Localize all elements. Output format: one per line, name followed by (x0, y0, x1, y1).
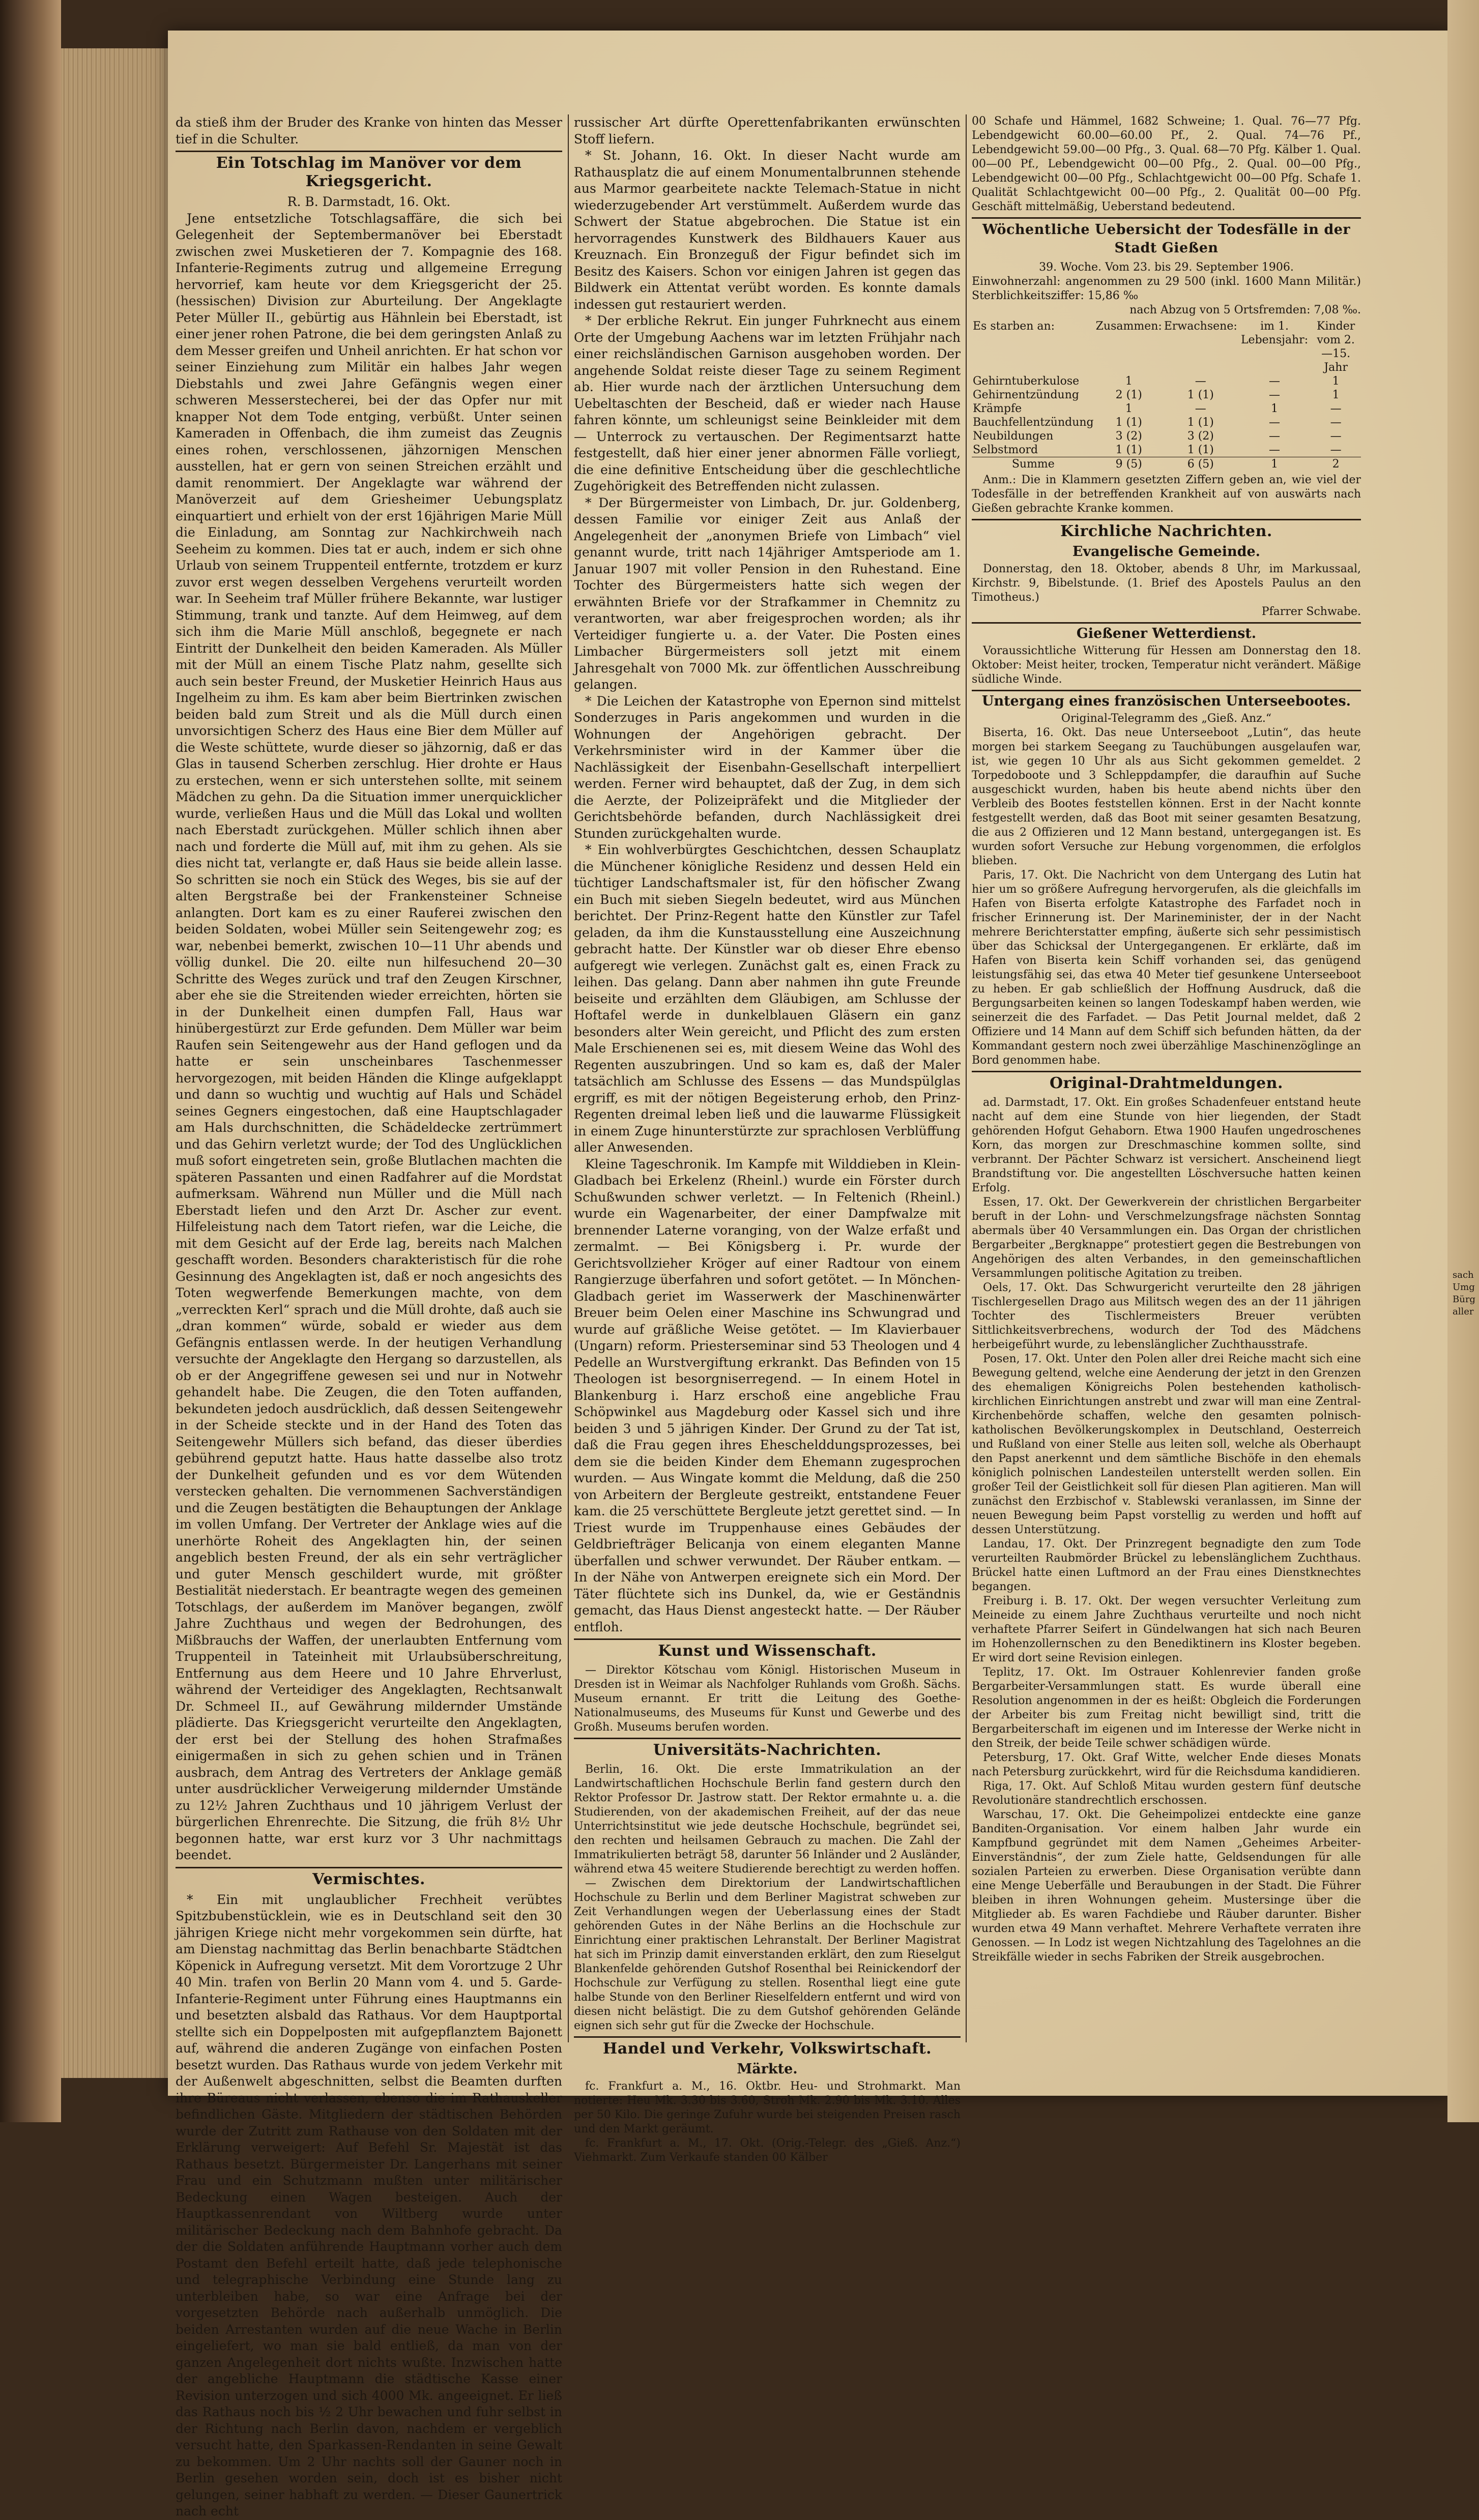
table-header-row (972, 319, 1361, 374)
article-univ-2: — Zwischen dem Direktorium der Landwirtschaftlichen Hochschule zu Berlin und dem Berliner Magistrat schweben zur Zeit Verhandlungen wegen der Ueberlassung eines der Stadt gehörenden Gutes in der Nähe Berlins an die Hochschule zur Einrichtung einer praktischen Lehranstalt. Der Berliner Magistrat hat sich im Prinzip damit einverstanden erklärt, den zum Rieselgut Blankenfelde gehörenden Gutshof Rosenthal bei Reinickendorf der Hochschule zur Verfügung zu stellen. Rosenthal liegt eine gute halbe Stunde von den Berliner Rieselfeldern entfernt und wird von diesen nicht belästigt. Die zu dem Gutshof gehörenden Gelände eignen sich sehr gut für die Zwecke der Hochschule. (574, 1877, 961, 2032)
dateline: R. B. Darmstadt, 16. Okt. (287, 194, 451, 209)
article-limbach: * Der Bürgermeister von Limbach, Dr. jur. Goldenberg, dessen Familie vor einiger Zeit aus Anlaß der Angelegenheit der „anonymen Briefe von Limbach“ viel genannt wurde, tritt nach 14jähriger Amtsperiode am 1. Januar 1907 mit voller Pension in den Ruhestand. Eine Tochter des Bürgermeisters hatte sich wegen der erwähnten Briefe vor der Strafkammer in Chemnitz zu verantworten, war aber freigesprochen worden; als ihr Verteidiger fungierte u. a. der Vater. Die Posten eines Limbacher Bürgermeisters soll jetzt mit einem Jahresgehalt von 7000 Mk. zur öffentlichen Ausschreibung gelangen. (574, 495, 961, 692)
headline-kunst: Kunst und Wissenschaft. (658, 1642, 877, 1660)
article-kirche: Donnerstag, den 18. Oktober, abends 8 Uhr, im Markussaal, Kirchstr. 9, Bibelstunde. (1. Brief des Apostels Paulus an den Timotheus.) (972, 563, 1361, 604)
table-header: Zusammen: (1095, 320, 1162, 333)
table-header: Kinder vom 2.—15. Jahr (1317, 320, 1355, 374)
market-continued: 00 Schafe und Hämmel, 1682 Schweine; 1. Qual. 76—77 Pfg. Lebendgewicht 60.00—60.00 Pf., 2. Qual. 74—76 Pf., Lebendgewicht 59.00—00 Pfg., 3. Qual. 68—70 Pfg. Kälber 1. Qual. 00—00 Pf., Lebendgewicht 00—00 Pfg., 2. Qual. 00—00 Pfg., Lebendgewicht 00—00 Pfg., Schlachtgewicht 00—00 Pfg. Schafe 1. Qualität Schlachtgewicht 00—00 Pfg., 2. Qualität 00—00 Pfg. Geschäft mittelmäßig, Ueberstand bedeutend. (972, 115, 1361, 213)
divider (574, 1738, 961, 1739)
stats-week: 39. Woche. Vom 23. bis 29. September 1906. (1039, 261, 1294, 274)
divider (176, 1867, 562, 1868)
table-cell: — (1269, 416, 1281, 429)
table-row (972, 388, 1361, 402)
table-cell: — (1195, 402, 1206, 415)
headline-universitaet: Universitäts-Nachrichten. (653, 1741, 882, 1759)
divider (574, 2036, 961, 2038)
article-rekrut: * Der erbliche Rekrut. Ein junger Fuhrknecht aus einem Orte der Umgebung Aachens war im letzten Frühjahr nach einer reichsländischen Garnison ausgehoben worden. Der angehende Soldat reiste dieser Tage zu seinem Regiment ab. Hier wurde nach der ärztlichen Untersuchung dem Uebeltaschten der Bescheid, daß er wieder nach Hause fahren könnte, um schleunigst seine Beinkleider mit dem — Unterrock zu vertauschen. Der Regimentsarzt hatte festgestellt, daß hier einer jener abnormen Fälle vorliegt, die eine definitive Entscheidung über die geschlechtliche Zugehörigkeit des Betreffenden nicht zulassen. (574, 313, 961, 493)
table-cell: Gehirnentzündung (973, 389, 1079, 401)
table-cell: 2 (1332, 458, 1340, 471)
divider (972, 217, 1361, 219)
table-cell: Summe (1011, 458, 1055, 471)
table-header: Es starben an: (973, 320, 1055, 333)
article-oels: Oels, 17. Okt. Das Schwurgericht verurteilte den 28 jährigen Tischlergesellen Drago aus Militsch wegen des an der 11 jährigen Tochter des Tischlermeisters Breuer verübten Sittlichkeitsverbrechens, wodurch der Tod des Mädchens herbeigeführt wurde, zu lebenslänglicher Zuchthausstrafe. (972, 1281, 1361, 1351)
table-cell: 1 (1332, 375, 1340, 388)
table-cell: — (1269, 444, 1281, 456)
table-row (972, 374, 1361, 388)
article-posen: Posen, 17. Okt. Unter den Polen aller drei Reiche macht sich eine Bewegung geltend, welche eine Aenderung der jetzt in den Grenzen des ehemaligen Königreichs Polen bestehenden katholisch-kirchlichen Einrichtungen anstrebt und zwar will man eine Zentral-Kirchenbehörde schaffen, welche den gesamten polnisch-katholischen Bevölkerungskomplex in Deutschland, Oesterreich und Rußland von einer Stelle aus leiten soll, welche als Oberhaupt den Papst anerkennt und dem sämtliche Bischöfe in den ehemals königlich polnischen Landesteilen unterstellt werden sollen. Ein großer Teil der Geistlichkeit soll für diesen Plan agitieren. Man will zunächst den Erzbischof v. Stablewski veranlassen, im Sinne der neuen Bewegung beim Papst vorstellig zu werden und hofft auf dessen Unterstützung. (972, 1353, 1361, 1536)
stats-subtotal: nach Abzug von 5 Ortsfremden: 7,08 ‰. (1129, 304, 1361, 316)
divider (574, 1638, 961, 1640)
table-cell: 6 (5) (1187, 458, 1214, 471)
column-3 (972, 114, 1361, 2042)
table-cell: — (1330, 402, 1342, 415)
article-totschlag: Jene entsetzliche Totschlagsaffäre, die sich bei Gelegenheit der Septembermanöver bei Eberstadt zwischen zwei Musketieren der 7. Kompagnie des 168. Infanterie-Regiments zutrug und allgemeine Erregung hervorrief, kam heute vor dem Kriegsgericht der 25. (hessischen) Division zur Aburteilung. Der Angeklagte Peter Müller II., gebürtig aus Hähnlein bei Eberstadt, ist einer jener rohen Patrone, die bei dem geringsten Anlaß zu dem Messer greifen und Unheil anrichten. Er hat schon vor seiner Einziehung zum Militär ein halbes Jahr wegen Diebstahls und zwei Jahre Gefängnis wegen einer schweren Messerstecherei, bei der das Opfer nur mit knapper Not dem Tode entging, verbüßt. Unter seinen Kameraden in Offenbach, die ihm zumeist das Zeugnis eines rohen, verschlossenen, jähzornigen Menschen ausstellen, hat er gern von seinen Streichen erzählt und damit renommiert. Der Angeklagte war während der Manöverzeit auf dem Griesheimer Uebungsplatz einquartiert und erhielt von der erst 16jährigen Marie Müll die Einladung, am Sonntag zur Nachkirchweih nach Seeheim zu kommen. Dies tat er auch, indem er sich ohne Urlaub von seinem Truppenteil entfernte, trotzdem er kurz zuvor erst wegen desselben Vergehens verurteilt worden war. In Seeheim traf Müller frühere Bekannte, war lustiger Stimmung, trank und tanzte. Auf dem Heimweg, auf dem sich ihm die Marie Müll anschloß, begegnete er nach Eintritt der Dunkelheit den beiden Kameraden. Als Müller mit der Müll an einem Tische Platz nahm, gesellte sich auch sein bester Freund, der Musketier Heinrich Haus aus Ingelheim zu ihm. Es kam aber beim Biertrinken zwischen beiden bald zum Streit und als die Müll durch einen unvorsichtigen Scherz des Haus eine Bier dem Müller auf die Weste schüttete, wurde dieser so jähzornig, daß er das Glas in tausend Scherben zerschlug. Hier drohte er Haus zu erstechen, wenn er sich unterstehen sollte, mit seinem Mädchen zu gehn. Da die Situation immer unerquicklicher wurde, verließen Haus und die Müll das Lokal und wollten nach Eberstadt zurückgehen. Müller schlich ihnen aber nach und forderte die Müll auf, mit ihm zu gehen. Als sie dies nicht tat, verlangte er, daß Haus sie beide allein lasse. So schritten sie noch ein Stück des Weges, bis sie auf der alten Bergstraße bei der Frankensteiner Schneise anlangten. Dort kam es zu einer Rauferei zwischen den beiden Soldaten, wobei Müller sein Seitengewehr zog; es war, nebenbei bemerkt, zwischen 10—11 Uhr abends und völlig dunkel. Die 20. eilte nun hilfesuchend 20—30 Schritte des Weges zurück und traf den Zeugen Kirschner, aber ehe sie die Streitenden wieder erreichten, hörten sie in der Dunkelheit einen dumpfen Fall, Haus war hinübergestürzt zur Erde gefunden. Dem Müller war beim Raufen sein Seitengewehr aus der Hand geflogen und da hatte er sein unscheinbares Taschenmesser hervorgezogen, mit beiden Händen die Klinge aufgeklappt und dann so wuchtig und wuchtig auf Hals und Schädel seines Gegners eingestochen, daß eine Hauptschlagader am Hals durchschnitten, die Schädeldecke zertrümmert und das Gehirn verletzt wurde; der Tod des Unglücklichen muß sofort eingetreten sein, große Blutlachen machten die späteren Passanten und einen Radfahrer auf die Mordstat aufmerksam. Während nun Müller und die Müll nach Eberstadt liefen und den Arzt Dr. Ascher zur event. Hilfeleistung nach dem Tatort riefen, war die Leiche, die mit dem Gesicht auf der Erde lag, bereits nach Malchen geschafft worden. Besonders charakteristisch für die rohe Gesinnung des Angeklagten ist, daß er noch angesichts des Toten wegwerfende Bemerkungen machte, von dem „verreckten Kerl“ sprach und die Müll drohte, daß auch sie „dran kommen“ würde, sobald er wieder aus dem Gefängnis entlassen werde. In der heutigen Verhandlung versuchte der Angeklagte den Hergang so darzustellen, als ob er der Angegriffene gewesen sei und nur in Notwehr gehandelt habe. Die Zeugen, die den Toten auffanden, bekundeten jedoch ausdrücklich, daß dessen Seitengewehr in der Scheide steckte und in der Hand des Toten das Seitengewehr Müllers sich befand, das dieser überdies gebührend geputzt hatte. Haus hatte dasselbe also trotz der Dunkelheit gefunden und es vor dem Wütenden verstecken gehalten. Die vernommenen Sachverständigen und die Zeugen bestätigten die Behauptungen der Anklage im vollen Umfang. Der Vertreter der Anklage wies auf die unerhörte Roheit des Angeklagten hin, der seinen angeblich besten Freund, der als ein sehr verträglicher und guter Mensch geschildert wurde, mit größter Bestialität niederstach. Er beantragte wegen des gemeinen Totschlags, der außerdem im Manöver begangen, zwölf Jahre Zuchthaus und wegen der Bedrohungen, des Mißbrauchs der Waffen, der unerlaubten Entfernung vom Truppenteil in Tateinheit mit Urlaubsüberschreitung, Entfernung aus dem Heere und 10 Jahre Ehrverlust, während der Verteidiger des Angeklagten, Rechtsanwalt Dr. Schmeel II., auf Gewährung mildernder Umstände plädierte. Das Kriegsgericht verurteilte den Angeklagten, der erst bei der Stellung des hohen Strafmaßes einigermaßen in sich zu gehen schien und in Tränen ausbrach, dem Antrag des Vertreters der Anklage gemäß unter ausdrücklicher Verweigerung mildernder Umstände zu 12½ Jahren Zuchthaus und 10 jährigem Verlust der bürgerlichen Ehrenrechte. Die Sitzung, die früh 8½ Uhr begonnen hatte, war erst kurz vor 3 Uhr nachmittags beendet. (176, 211, 562, 1862)
table-cell: 1 (1) (1187, 444, 1214, 456)
table-cell: 9 (5) (1115, 458, 1142, 471)
article-wetter: Voraussichtliche Witterung für Hessen am Donnerstag den 18. Oktober: Meist heiter, trocken, Temperatur nicht verändert. Mäßige südliche Winde. (972, 644, 1361, 686)
article-viehmarkt: fc. Frankfurt a. M., 17. Okt. (Orig.-Telegr. des „Gieß. Anz.“) Viehmarkt. Zum Verkaufe standen 00 Kälber (574, 2137, 961, 2164)
table-cell: 1 (1) (1115, 416, 1142, 429)
table-header: Erwachsene: (1164, 320, 1237, 333)
article-biserta: Biserta, 16. Okt. Das neue Unterseeboot „Lutin“, das heute morgen bei starkem Seegang zu Tauchübungen ausgelaufen war, ist, wie gegen 10 Uhr als aus Sicht gekommen gemeldet. 2 Torpedoboote und 3 Schleppdampfer, die daraufhin auf Suche ausgeschickt wurden, haben bis heute abend nichts über den Verbleib des Bootes feststellen können. Erst in der Nacht konnte festgestellt werden, daß das Boot mit seiner gesamten Besatzung, die aus 2 Offizieren und 12 Mann bestand, untergegangen ist. Es wurden sofort Versuche zur Hebung vorgenommen, die erfolglos blieben. (972, 726, 1361, 867)
fragment-line: sach (1453, 1270, 1474, 1280)
table-row (972, 416, 1361, 429)
article-landau: Landau, 17. Okt. Der Prinzregent begnadigte den zum Tode verurteilten Raubmörder Brückel zu lebenslänglichem Zuchthaus. Brückel hatte einen Luftmord an der Frau eines Dienstknechtes begangen. (972, 1538, 1361, 1593)
fragment-line: Umg (1453, 1282, 1475, 1293)
table-row (972, 443, 1361, 457)
table-cell: — (1269, 430, 1281, 443)
subheadline-maerkte: Märkte. (737, 2061, 798, 2077)
column-rule (966, 114, 967, 2042)
article-petersburg: Petersburg, 17. Okt. Graf Witte, welcher Ende dieses Monats nach Petersburg zurückkehrt, wird für die Reichsduma kandidieren. (972, 1751, 1361, 1778)
table-cell: 2 (1) (1115, 389, 1142, 401)
table-cell: 1 (1332, 389, 1340, 401)
table-cell: Krämpfe (973, 402, 1022, 415)
table-cell: 1 (1) (1187, 416, 1214, 429)
table-cell: — (1330, 430, 1342, 443)
divider (972, 1071, 1361, 1072)
table-cell: — (1269, 389, 1281, 401)
article-tageschronik: Kleine Tageschronik. Im Kampfe mit Wilddieben in Klein-Gladbach bei Erkelenz (Rheinl.) wurde ein Förster durch Schußwunden schwer verletzt. — In Feltenich (Rheinl.) wurde ein Wagenarbeiter, der einer Dampfwalze mit brennender Laterne voranging, von der Walze erfaßt und zermalmt. — Bei Königsberg i. Pr. wurde der Gerichtsvollzieher Kröger auf einer Radtour von einem Rangierzuge überfahren und sofort getötet. — In Mönchen-Gladbach geriet im Wasserwerk der Maschinenwärter Breuer beim Oelen einer Maschine ins Schwungrad und wurde auf gräßliche Weise getötet. — Im Klavierbauer (Ungarn) reform. Priesterseminar sind 53 Theologen und 4 Pedelle an Wurstvergiftung erkrankt. Das Befinden von 15 Theologen ist besorgniserregend. — In einem Hotel in Blankenburg i. Harz erschoß eine angebliche Frau Schöpwinkel aus Magdeburg oder Kassel sich und ihre beiden 3 und 5 jährigen Kinder. Der Grund zu der Tat ist, daß die Frau gegen ihres Eheschelddungsprozesses, bei dem sie die beiden Kinder dem Ehemann zugesprochen wurden. — Aus Wingate kommt die Meldung, daß die 250 von Arbeitern der Bergleute gestreikt, entstandene Feuer kam. die 25 verschüttete Bergleute jetzt gerettet sind. — In Triest wurde im Truppenhause eines Gebäudes der Geldbriefträger Belicanja von einem eleganten Manne überfallen und schwer verwundet. Der Räuber entkam. — In der Nähe von Antwerpen ereignete sich ein Mord. Der Täter flüchtete sich ins Dunkel, da, wie er Geständnis gemacht, das Haus Dienst angesteckt hatte. — Der Räuber entfloh. (574, 1156, 961, 1634)
article-kunst: — Direktor Kötschau vom Königl. Historischen Museum in Dresden ist in Weimar als Nachfolger Ruhlands vom Großh. Sächs. Museum ernannt. Er tritt die Leitung des Goethe-Nationalmuseums, des Museums für Kunst und Gewerbe und des Großh. Museums berufen worden. (574, 1664, 961, 1734)
headline-vermischtes: Vermischtes. (312, 1870, 425, 1888)
table-cell: Bauchfellentzündung (973, 416, 1094, 429)
telegram-source: Original-Telegramm des „Gieß. Anz.“ (1061, 712, 1272, 725)
article-epernon: * Die Leichen der Katastrophe von Epernon sind mittelst Sonderzuges in Paris angekommen und wurden in die Wohnungen der Angehörigen gebracht. Der Verkehrsminister wird in der Kammer über die Nachlässigkeit der Eisenbahn-Gesellschaft interpelliert werden. Ferner wird behauptet, daß der Zug, in dem sich die Aerzte, der Polizeipräfekt und die Mitglieder der Gerichtsbehörde befanden, durch Nachlässigkeit drei Stunden zurückgehalten wurde. (574, 693, 961, 841)
table-cell: 1 (1125, 375, 1133, 388)
headline-drahtmeldungen: Original-Drahtmeldungen. (1050, 1074, 1283, 1092)
kirche-signature: Pfarrer Schwabe. (1261, 605, 1361, 618)
column-2 (574, 114, 961, 2164)
death-statistics-table (972, 319, 1361, 471)
article-teplitz: Teplitz, 17. Okt. Im Ostrauer Kohlenrevier fanden große Bergarbeiter-Versammlungen statt. Es wurde überall eine Resolution angenommen in der es heißt: Obgleich die Forderungen der Arbeiter bis zum Freitag nicht bewilligt sind, tritt die Bergarbeiterschaft im eigenen und im Interesse der Werke nicht in den Streik, der beide Teile schwer schädigen würde. (972, 1666, 1361, 1750)
divider (972, 690, 1361, 691)
headline-handel: Handel und Verkehr, Volkswirtschaft. (602, 2040, 932, 2058)
headline-totschlag: Ein Totschlag im Manöver vor dem Kriegsgericht. (216, 154, 522, 190)
article-univ-1: Berlin, 16. Okt. Die erste Immatrikulation an der Landwirtschaftlichen Hochschule Berlin fand gestern durch den Rektor Professor Dr. Jastrow statt. Der Rektor ermahnte u. a. die Studierenden, von der akademischen Freiheit, auf der das neue Unterrichtsinstitut wie jede deutsche Hochschule, begründet sei, den rechten und heilsamen Gebrauch zu machen. Die Zahl der Immatrikulierten beträgt 58, darunter 56 Inländer und 2 Ausländer, während etwa 45 weitere Studierende berechtigt zu werden hoffen. (574, 1763, 961, 1876)
article-warschau: Warschau, 17. Okt. Die Geheimpolizei entdeckte eine ganze Banditen-Organisation. Vor einem halben Jahr wurde ein Kampfbund gegründet mit dem Namen „Geheimes Arbeiter-Einverständnis“, der zum Ziele hatte, Geldsendungen für alle sozialen Parteien zu erwerben. Diese Organisation verübte dann eine Menge Ueberfälle und Beraubungen in der Stadt. Die Führer bleiben in ihren Wohnungen geheim. Mustersinge über die Mitglieder ab. Es waren Fachdiebe und Räuber darunter. Bisher wurden etwa 49 Mann verhaftet. Mehrere Verhaftete verraten ihre Genossen. — In Lodz ist wegen Nichtzahlung des Tagelohnes an die Streikfälle wieder in sechs Fabriken der Streik ausgebrochen. (972, 1808, 1361, 1964)
fragment-line: Bürg (1453, 1294, 1475, 1305)
book-binding (0, 0, 61, 2122)
table-cell: 1 (1) (1187, 389, 1214, 401)
article-muenchen: * Ein wohlverbürgtes Geschichtchen, dessen Schauplatz die Münchener königliche Residenz und dessen Held ein tüchtiger Landschaftsmaler ist, für den höfischer Zwang ein Buch mit sieben Siegeln bedeutet, wird aus München berichtet. Der Prinz-Regent hatte den Künstler zur Tafel geladen, da ihm die Kunstausstellung eine Auszeichnung gebracht hatte. Der Künstler war ob dieser Ehre ebenso aufgeregt wie verlegen. Zunächst galt es, einen Frack zu leihen. Das gelang. Dann aber nahmen ihn gute Freunde beiseite und erzählten dem Gläubigen, am Schlusse der Hoftafel werde in dunkelblauen Gläsern ein ganz besonders alter Wein gereicht, und Pflicht des zum ersten Male Erschienenen sei es, mit diesem Weine das Wohl des Regenten auszubringen. Und so kam es, daß der Maler tatsächlich am Schlusse des Essens — das Mundspülglas ergriff, es mit der nötigen Begeisterung erhob, den Prinz-Regenten dreimal leben ließ und die lauwarme Flüssigkeit in einem Zuge hinunterstürzte zur sprachlosen Verblüffung aller Anwesenden. (574, 842, 961, 1155)
table-cell: — (1330, 444, 1342, 456)
table-cell: — (1330, 416, 1342, 429)
table-cell: — (1269, 375, 1281, 388)
table-cell: 1 (1) (1115, 444, 1142, 456)
column-1 (176, 114, 562, 2518)
table-header: im 1. Lebensjahr: (1240, 320, 1309, 346)
table-cell: 3 (2) (1115, 430, 1142, 443)
table-row (972, 402, 1361, 416)
stats-note: Anm.: Die in Klammern gesetzten Ziffern geben an, wie viel der Todesfälle in der betreffenden Krankheit auf von auswärts nach Gießen gebrachte Kranke kommen. (972, 474, 1361, 515)
divider (176, 151, 562, 152)
article-darmstadt: ad. Darmstadt, 17. Okt. Ein großes Schadenfeuer entstand heute nacht auf dem eine Stunde von hier liegenden, der Stadt gehörenden Hofgut Gehaborn. Etwa 1900 Haufen ungedroschenes Korn, das morgen zur Dreschmaschine kommen sollte, sind verbrannt. Der Pächter Schwarz ist versichert. Anscheinend liegt Brandstiftung vor. Die angestellten Löschversuche hatten keinen Erfolg. (972, 1096, 1361, 1194)
article-continued: russischer Art dürfte Operettenfabrikanten erwünschten Stoff liefern. (574, 115, 961, 146)
article-freiburg: Freiburg i. B. 17. Okt. Der wegen versuchter Verleitung zum Meineide zu einem Jahre Zuchthaus verurteilte und noch nicht verhaftete Pfarrer Seifert in Gündelwangen hat sich nach Beuren im Hohenzollernschen zu den Benediktinern ins Kloster begeben. Er wird dort seine Revision einlegen. (972, 1595, 1361, 1664)
table-cell: 1 (1271, 402, 1279, 415)
divider (972, 622, 1361, 624)
table-sum-row (972, 457, 1361, 472)
article-heumarkt: fc. Frankfurt a. M., 16. Oktbr. Heu- und Strohmarkt. Man notierte: Heu Mk. 3.30 bis 3.60, Stroh Mk. 2.90 bis Mk. 3.10. Alles per 50 Kilo. Die geringe Zufuhr wurde bei steigenden Preisen rasch und den Markt geräumt. (574, 2080, 961, 2135)
table-cell: 1 (1125, 402, 1133, 415)
headline-kirche: Kirchliche Nachrichten. (1060, 522, 1272, 540)
stats-population: Einwohnerzahl: angenommen zu 29 500 (inkl. 1600 Mann Militär.) Sterblichkeitsziffer: 15,86 ‰ (972, 275, 1361, 302)
headline-wetter: Gießener Wetterdienst. (1076, 626, 1257, 641)
article-riga: Riga, 17. Okt. Auf Schloß Mitau wurden gestern fünf deutsche Revolutionäre standrechtlich erschossen. (972, 1780, 1361, 1807)
headline-todesfaelle: Wöchentliche Uebersicht der Todesfälle in der Stadt Gießen (982, 222, 1351, 256)
subheadline-evangelisch: Evangelische Gemeinde. (1072, 544, 1261, 560)
article-koepenick: * Ein mit unglaublicher Frechheit verübtes Spitzbubenstücklein, wie es in Deutschland seit den 30 jährigen Kriege nicht mehr vorgekommen sein dürfte, hat am Dienstag nachmittag das Berlin benachbarte Städtchen Köpenick in Aufregung versetzt. Mit dem Vorortzuge 2 Uhr 40 Min. trafen von Berlin 20 Mann vom 4. und 5. Garde-Infanterie-Regiment unter Führung eines Hauptmanns ein und besetzten alsbald das Rathaus. Vor dem Hauptportal stellte sich ein Doppelposten mit aufgepflanztem Bajonett auf, während die anderen Zugänge von einfachen Posten besetzt wurden. Das Rathaus wurde von jedem Verkehr mit der Außenwelt abgeschnitten, selbst die Beamten durften ihre Büreaus nicht verlassen, ebenso die im Rathauskeller befindlichen Gäste. Mitgliedern der städtischen Behörden wurde der Zutritt zum Rathause von den Soldaten mit der Erklärung verweigert: Auf Befehl Sr. Majestät ist das Rathaus besetzt. Bürgermeister Dr. Langerhans mit seiner Frau und ein Schutzmann mußten unter militärischer Bedeckung einen Wagen besteigen. Auch der Hauptkassenrendant von Wiltberg wurde unter militärischer Bedeckung nach dem Bahnhofe gebracht. Da der die Soldaten anführende Hauptmann vorher auch dem Postamt den Befehl erteilt hatte, daß jede telephonische und telegraphische Verbindung eine Stunde lang zu unterbleiben habe, so war eine Anfrage bei der vorgesetzten Behörde nach außerhalb unmöglich. Die beiden Arrestanten wurden auf die neue Wache in Berlin eingeliefert, wo man sie bald entließ, da man von der ganzen Angelegenheit dort nichts wußte. Inzwischen hatte der angebliche Hauptmann die städtische Kasse einer Revision unterzogen und sich 4000 Mk. angeeignet. Er ließ das Rathaus noch bis ½ 2 Uhr bewachen und fuhr selbst in der Richtung nach Berlin davon, nachdem er vergeblich versucht hatte, den Sparkassen-Rendanten in seine Gewalt zu bekommen. Um 2 Uhr nachts soll der Gauner noch in Berlin gesehen worden sein, doch ist es bisher nicht gelungen, seiner habhaft zu werden. — Dieser Gaunertrick nach echt (176, 1892, 562, 2518)
next-page-strip (1447, 0, 1479, 2122)
adjacent-page-fragment (1453, 1269, 1479, 1318)
divider (972, 519, 1361, 520)
table-cell: 3 (2) (1187, 430, 1214, 443)
fragment-line: aller (1453, 1306, 1474, 1317)
table-cell: Neubildungen (973, 430, 1054, 443)
table-cell: Gehirntuberkulose (973, 375, 1080, 388)
headline-unterseeboot: Untergang eines französischen Unterseebootes. (981, 693, 1351, 709)
table-cell: 1 (1271, 458, 1279, 471)
article-paris: Paris, 17. Okt. Die Nachricht von dem Untergang des Lutin hat hier um so größere Aufregung hervorgerufen, als die gleichfalls im Hafen von Biserta erfolgte Katastrophe des Farfadet noch in frischer Erinnerung ist. Der Marineminister, der in der Nacht mehrere Berichterstatter empfing, äußerte sich sehr pessimistisch über das Schicksal der Untergegangenen. Er erklärte, daß im Hafen von Biserta kein Schiff vorhanden sei, das genügend leistungsfähig sei, das etwa 40 Meter tief gesunkene Unterseeboot zu heben. Er gab schließlich der Hoffnung Ausdruck, daß die Bergungsarbeiten keinen so langen Todeskampf haben werden, wie seinerzeit die des Farfadet. — Das Petit Journal meldet, daß 2 Offiziere und 14 Mann auf dem Schiff sich befunden hätten, da der Kommandant gestern noch zwei überzählige Maschinenzöglinge an Bord genommen habe. (972, 869, 1361, 1067)
article-st-johann: * St. Johann, 16. Okt. In dieser Nacht wurde am Rathausplatz die auf einem Monumentalbrunnen stehende aus Marmor gearbeitete nackte Telemach-Statue in nicht wiederzugebender Art verstümmelt. Außerdem wurde das Schwert der Statue abgebrochen. Die Statue ist ein hervorragendes Kunstwerk des Bildhauers Kauer aus Kreuznach. Ein Bronzeguß der Figur befindet sich im Besitz des Kaisers. Schon vor einigen Jahren ist gegen das Bildwerk ein Attentat verübt worden. Es konnte damals indessen gut restauriert werden. (574, 148, 961, 312)
table-cell: — (1195, 375, 1206, 388)
lead-text: da stieß ihm der Bruder des Kranke von hinten das Messer tief in die Schulter. (176, 115, 562, 146)
table-row (972, 429, 1361, 443)
article-essen: Essen, 17. Okt. Der Gewerkverein der christlichen Bergarbeiter beruft in der Lohn- und Verschmelzungsfrage nächsten Sonntag abermals über 40 Versammlungen ein. Das Organ der christlichen Bergarbeiter „Bergknappe“ protestiert gegen die Bestrebungen von Angehörigen des alten Verbandes, in den gemeinschaftlichen Versammlungen politische Agitation zu treiben. (972, 1196, 1361, 1280)
column-rule (568, 114, 569, 2042)
table-cell: Selbstmord (973, 444, 1038, 456)
